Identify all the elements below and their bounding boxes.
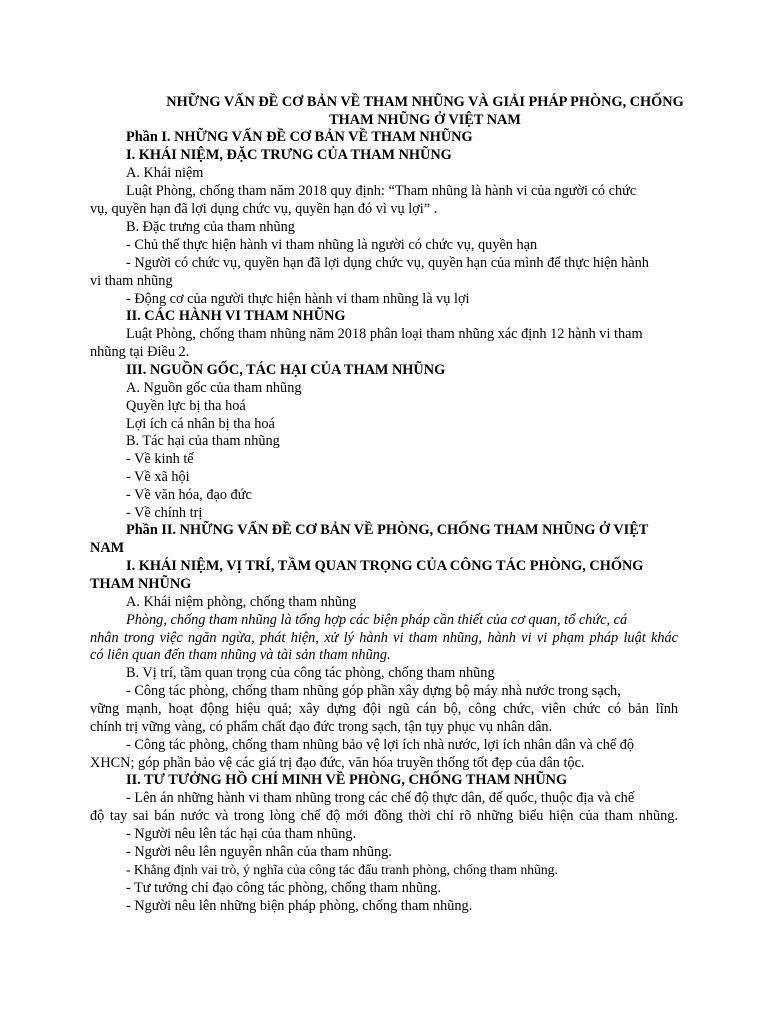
- list-item: - Về văn hóa, đạo đức: [126, 487, 252, 503]
- list-item: - Lên án những hành vi tham nhũng trong các chế độ thực dân, đế quốc, thuộc địa và chế: [126, 790, 635, 806]
- list-item: Quyền lực bị tha hoá: [126, 398, 246, 414]
- section-heading: I. KHÁI NIỆM, VỊ TRÍ, TẦM QUAN TRỌNG CỦA CÔNG TÁC PHÒNG, CHỐNG: [126, 558, 644, 574]
- list-item: - Về chính trị: [126, 505, 203, 521]
- part-2-heading: Phần II. NHỮNG VẤN ĐỀ CƠ BẢN VỀ PHÒNG, CHỐNG THAM NHŨNG Ở VIỆT: [126, 522, 649, 538]
- paragraph-line: Luật Phòng, chống tham nhũng năm 2018 phân loại tham nhũng xác định 12 hành vi tham: [126, 326, 643, 342]
- italic-definition-line: nhân trong việc ngăn ngừa, phát hiện, xử lý hành vi tham nhũng, hành vi vi phạm pháp luật khác: [90, 630, 678, 646]
- list-item-continuation: XHCN; góp phần bảo vệ các giá trị đạo đức, văn hóa truyền thống tốt đẹp của dân tộc.: [90, 755, 585, 771]
- italic-definition-line: Phòng, chống tham nhũng là tổng hợp các biện pháp cần thiết của cơ quan, tổ chức, cá: [126, 612, 628, 628]
- list-item: - Người có chức vụ, quyền hạn đã lợi dụng chức vụ, quyền hạn của mình để thực hiện hành: [126, 255, 649, 271]
- part-2-heading-continuation: NAM: [90, 540, 125, 556]
- list-item-continuation: vững mạnh, hoạt động hiệu quả; xây dựng đội ngũ cán bộ, công chức, viên chức có bản lĩnh: [90, 701, 678, 717]
- list-item: Lợi ích cá nhân bị tha hoá: [126, 416, 275, 432]
- section-1-heading: I. KHÁI NIỆM, ĐẶC TRƯNG CỦA THAM NHŨNG: [126, 147, 452, 163]
- list-item: - Người nêu lên những biện pháp phòng, chống tham nhũng.: [126, 898, 473, 914]
- italic-definition-line: có liên quan đến tham nhũng và tài sản tham nhũng.: [90, 647, 391, 663]
- list-item: - Công tác phòng, chống tham nhũng góp phần xây dựng bộ máy nhà nước trong sạch,: [126, 683, 621, 699]
- subheading-definition: A. Khái niệm: [126, 165, 204, 181]
- section-heading-continuation: THAM NHŨNG: [90, 576, 192, 592]
- list-item: - Động cơ của người thực hiện hành vi tham nhũng là vụ lợi: [126, 291, 470, 307]
- list-item: - Công tác phòng, chống tham nhũng bảo vệ lợi ích nhà nước, lợi ích nhân dân và chế độ: [126, 737, 635, 753]
- subheading-origin: A. Nguồn gốc của tham nhũng: [126, 380, 302, 396]
- list-item: - Người nêu lên nguyên nhân của tham nhũng.: [126, 844, 392, 860]
- list-item: - Người nêu lên tác hại của tham nhũng.: [126, 826, 357, 842]
- list-item-continuation: vi tham nhũng: [90, 273, 173, 289]
- list-item: - Chủ thể thực hiện hành vi tham nhũng là người có chức vụ, quyền hạn: [126, 237, 538, 253]
- section-2-heading: II. CÁC HÀNH VI THAM NHŨNG: [126, 308, 346, 324]
- paragraph-line: Luật Phòng, chống tham năm 2018 quy định: “Tham nhũng là hành vi của người có chức: [126, 183, 637, 199]
- list-item-continuation: chính trị vững vàng, có phẩm chất đạo đức trong sạch, tận tụy phục vụ nhân dân.: [90, 719, 553, 735]
- list-item-continuation: độ tay sai bán nước và trong lòng chế độ mới đồng thời chỉ rõ những biểu hiện của tham nhũng.: [90, 808, 678, 824]
- section-heading: II. TƯ TƯỞNG HỒ CHÍ MINH VỀ PHÒNG, CHỐNG THAM NHŨNG: [126, 772, 568, 788]
- document-title-line-1: NHỮNG VẤN ĐỀ CƠ BẢN VỀ THAM NHŨNG VÀ GIẢI PHÁP PHÒNG, CHỐNG: [166, 94, 684, 110]
- subheading-characteristics: B. Đặc trưng của tham nhũng: [126, 219, 295, 235]
- paragraph-line: nhũng tại Điều 2.: [90, 344, 190, 360]
- list-item: - Về xã hội: [126, 469, 190, 485]
- subheading-position: B. Vị trí, tầm quan trọng của công tác phòng, chống tham nhũng: [126, 665, 495, 681]
- list-item: - Tư tưởng chỉ đạo công tác phòng, chống tham nhũng.: [126, 880, 442, 896]
- part-1-heading: Phần I. NHỮNG VẤN ĐỀ CƠ BẢN VỀ THAM NHŨNG: [126, 129, 473, 145]
- list-item: - Khẳng định vai trò, ý nghĩa của công tác đấu tranh phòng, chống tham nhũng.: [126, 862, 558, 877]
- section-3-heading: III. NGUỒN GỐC, TÁC HẠI CỦA THAM NHŨNG: [126, 362, 446, 378]
- document-title-line-2: THAM NHŨNG Ở VIỆT NAM: [329, 112, 521, 128]
- subheading-definition: A. Khái niệm phòng, chống tham nhũng: [126, 594, 357, 610]
- subheading-harm: B. Tác hại của tham nhũng: [126, 433, 280, 449]
- paragraph-line: vụ, quyền hạn đã lợi dụng chức vụ, quyền hạn đó vì vụ lợi” .: [90, 201, 438, 217]
- list-item: - Về kinh tế: [126, 451, 194, 467]
